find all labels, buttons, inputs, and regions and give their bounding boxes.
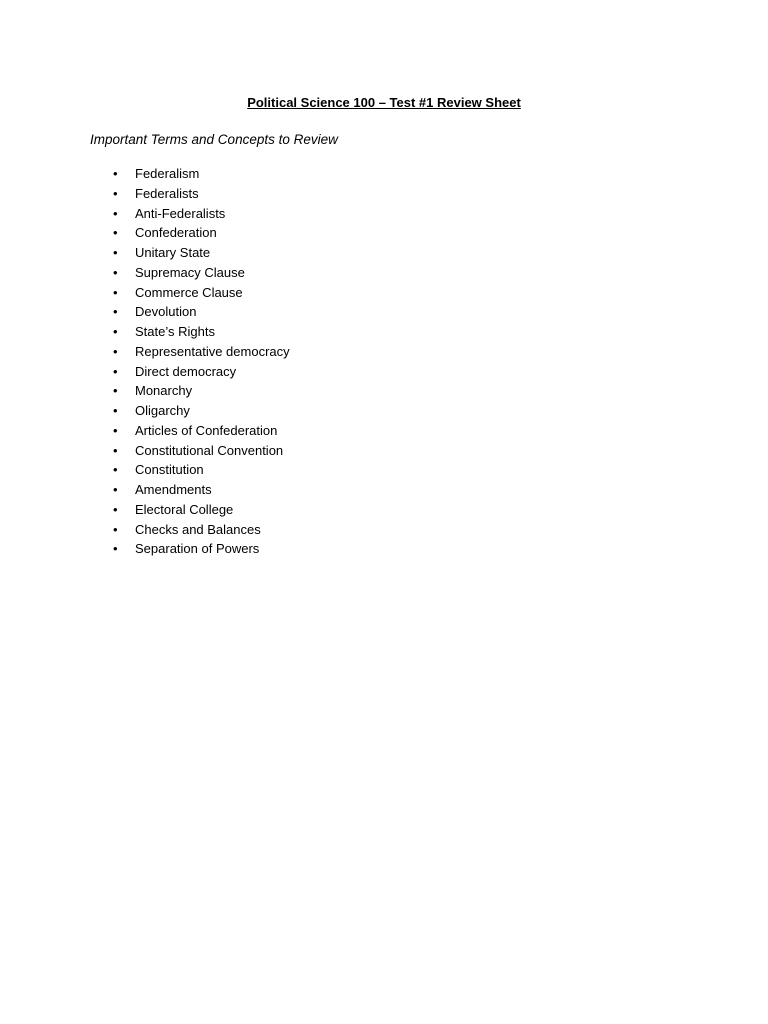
term-label: Constitution — [135, 462, 204, 478]
bullet-icon: • — [113, 166, 118, 181]
term-label: Representative democracy — [135, 343, 290, 359]
term-label: Direct democracy — [135, 363, 237, 379]
bullet-icon: • — [113, 225, 118, 241]
term-label: Checks and Balances — [135, 521, 261, 537]
bullet-icon: • — [113, 343, 118, 359]
bullet-icon: • — [113, 264, 118, 280]
term-label: Commerce Clause — [135, 284, 243, 300]
term-label: Monarchy — [135, 383, 193, 399]
bullet-icon: • — [113, 541, 118, 557]
term-label: Federalists — [135, 185, 199, 201]
bullet-icon: • — [113, 521, 118, 537]
term-label: Amendments — [135, 482, 212, 497]
term-label: Constitutional Convention — [135, 442, 284, 458]
term-label: Confederation — [135, 225, 217, 241]
term-label: Federalism — [135, 166, 200, 181]
bullet-icon: • — [113, 442, 118, 458]
bullet-icon: • — [113, 422, 118, 438]
term-label: Oligarchy — [135, 403, 190, 418]
term-label: Devolution — [135, 304, 197, 320]
term-label: Unitary State — [135, 245, 211, 260]
section-heading: Important Terms and Concepts to Review — [90, 132, 338, 147]
term-label: State’s Rights — [135, 324, 215, 339]
bullet-icon: • — [113, 462, 118, 478]
term-label: Anti-Federalists — [135, 205, 226, 221]
bullet-icon: • — [113, 304, 118, 320]
bullet-icon: • — [113, 363, 118, 379]
bullet-icon: • — [113, 185, 118, 201]
bullet-icon: • — [113, 482, 118, 497]
term-label: Separation of Powers — [135, 541, 260, 557]
document-title: Political Science 100 – Test #1 Review Sheet — [247, 95, 521, 110]
bullet-icon: • — [113, 245, 118, 260]
bullet-icon: • — [113, 205, 118, 221]
bullet-icon: • — [113, 501, 118, 517]
bullet-icon: • — [113, 284, 118, 300]
bullet-icon: • — [113, 403, 118, 418]
term-label: Electoral College — [135, 501, 234, 517]
bullet-icon: • — [113, 383, 118, 399]
term-label: Supremacy Clause — [135, 264, 245, 280]
term-label: Articles of Confederation — [135, 422, 278, 438]
bullet-icon: • — [113, 324, 118, 339]
